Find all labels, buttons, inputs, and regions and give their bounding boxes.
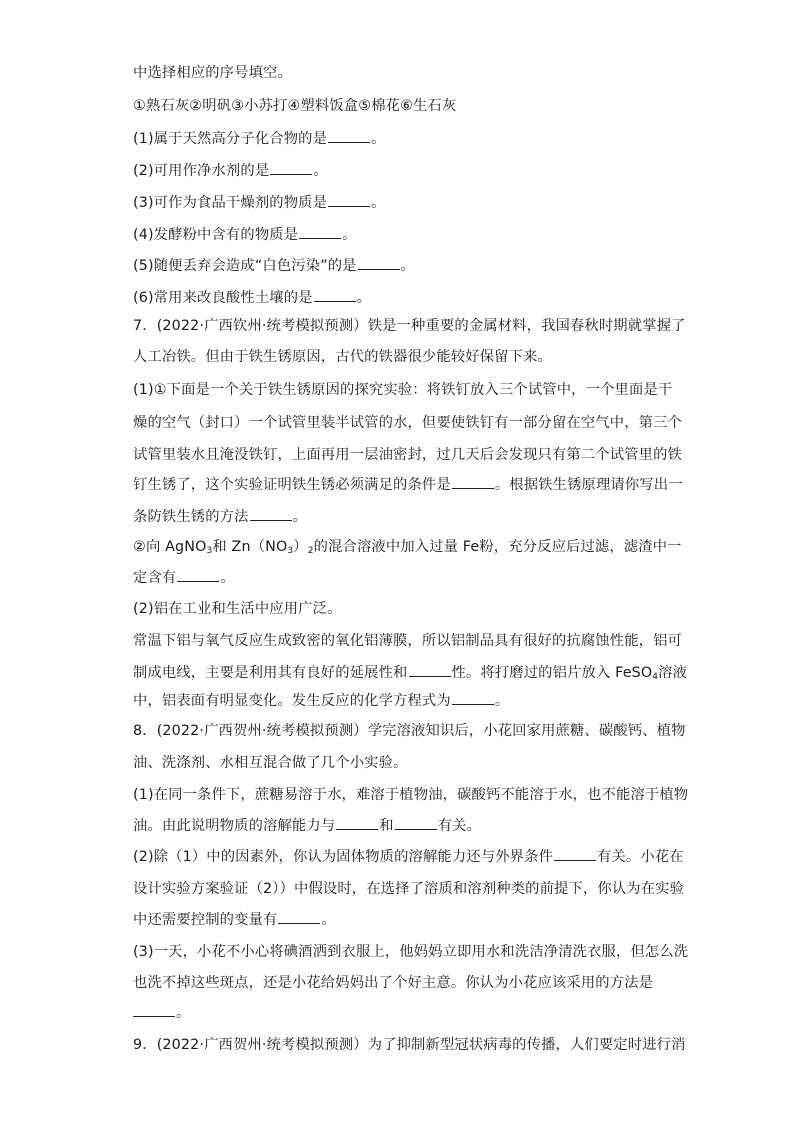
q6-part-4: (4)发酵粉中含有的物质是 。 — [133, 227, 357, 243]
answer-blank — [270, 161, 312, 175]
q8-line-3: (1)在同一条件下，蔗糖易溶于水，难溶于植物油，碳酸钙不能溶于水，也不能溶于植物 — [133, 787, 689, 803]
answer-blank — [336, 816, 378, 830]
q7-line-11: 常温下铝与氧气反应生成致密的氧化铝薄膜，所以铝制品具有很好的抗腐蚀性能，铝可 — [133, 633, 682, 649]
q8-line-2: 油、洗涤剂、水相互混合做了几个小实验。 — [133, 755, 408, 771]
q7-line-7: 条防铁生锈的方法 。 — [133, 509, 308, 525]
q6-part-5: (5)随便丢弃会造成“白色污染”的是 。 — [133, 258, 416, 274]
q8-line-1: 8．(2022·广西贺州·统考模拟预测）学完溶液知识后，小花回家用蔗糖、碳酸钙、植物 — [133, 723, 686, 739]
q8-line-4: 油。由此说明物质的溶解能力与 和 有关。 — [133, 818, 482, 834]
answer-blank — [314, 288, 356, 302]
answer-blank — [133, 1003, 175, 1017]
q7-line-5: 试管里装水且淹没铁钉，上面再用一层油密封，过几天后会发现只有第二个试管里的铁 — [133, 447, 682, 463]
answer-blank — [409, 663, 451, 677]
answer-blank — [328, 193, 370, 207]
q6-intro: 中选择相应的序号填空。 — [133, 65, 292, 81]
answer-blank — [328, 129, 370, 143]
answer-blank — [299, 225, 341, 239]
q7-line-4: 燥的空气（封口）一个试管里装半试管的水，但要使铁钉有一部分留在空气中，第三个 — [133, 415, 682, 431]
q8-line-5: (2)除（1）中的因素外，你认为固体物质的溶解能力还与外界条件 有关。小花在 — [133, 849, 684, 865]
q7-line-3: (1)①下面是一个关于铁生锈原因的探究实验：将铁钉放入三个试管中，一个里面是干 — [133, 382, 673, 398]
q7-line-8: ②向 AgNO$_3$和 $Zn(NO_3)_2$的混合溶液中加入过量 Fe粉，充分反应后过滤，滤渣中一 — [133, 539, 682, 556]
q6-part-1: (1)属于天然高分子化合物的是 。 — [133, 131, 386, 147]
q8-line-9: 也洗不掉这些斑点，还是小花给妈妈出了个好主意。你认为小花应该采用的方法是 — [133, 975, 654, 991]
q7-line-12: 制成电线，主要是利用其有良好的延展性和 性。将打磨过的铝片放入 FeSO$_4$溶液 — [133, 665, 688, 682]
q7-line-10: (2)铝在工业和生活中应用广泛。 — [133, 601, 342, 617]
q6-part-2: (2)可用作净水剂的是 。 — [133, 163, 328, 179]
q9-line-1: 9．(2022·广西贺州·统考模拟预测）为了抑制新型冠状病毒的传播，人们要定时进行消 — [133, 1037, 686, 1053]
q7-line-9: 定含有 。 — [133, 570, 235, 586]
q7-line-2: 人工冶铁。但由于铁生锈原因，古代的铁器很少能较好保留下来。 — [133, 349, 552, 365]
q6-part-3: (3)可作为食品干燥剂的物质是 。 — [133, 195, 386, 211]
q7-line-1: 7．(2022·广西钦州·统考模拟预测）铁是一种重要的金属材料，我国春秋时期就掌握了 — [133, 318, 686, 334]
q7-line-6: 钉生锈了，这个实验证明铁生锈必须满足的条件是 。根据铁生锈原理请你写出一 — [133, 477, 683, 493]
answer-blank — [250, 507, 292, 521]
answer-blank — [395, 816, 437, 830]
q8-line-10: 。 — [133, 1003, 663, 1023]
q6-options: ①熟石灰②明矾③小苏打④塑料饭盒⑤棉花⑥生石灰 — [133, 98, 457, 114]
q8-line-7: 中还需要控制的变量有 。 — [133, 912, 336, 928]
answer-blank — [452, 691, 494, 705]
answer-blank — [358, 256, 400, 270]
q6-part-6: (6)常用来改良酸性土壤的是 。 — [133, 290, 372, 306]
answer-blank — [278, 910, 320, 924]
q8-line-6: 设计实验方案验证（2））中假设时，在选择了溶质和溶剂种类的前提下，你认为在实验 — [133, 881, 685, 897]
answer-blank — [177, 568, 219, 582]
answer-blank — [554, 847, 596, 861]
answer-blank — [452, 475, 494, 489]
q8-line-8: (3)一天，小花不小心将碘酒洒到衣服上，他妈妈立即用水和洗洁净清洗衣服，但怎么洗 — [133, 944, 689, 960]
q7-line-13: 中，铝表面有明显变化。发生反应的化学方程式为 。 — [133, 693, 510, 709]
